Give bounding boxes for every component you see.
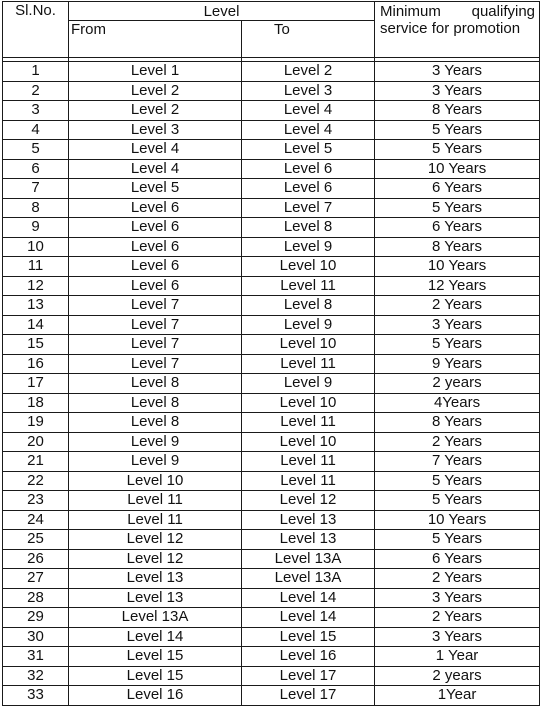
cell-from: Level 3 <box>69 120 242 140</box>
cell-sl: 7 <box>3 179 69 199</box>
cell-years: 5 Years <box>375 198 540 218</box>
cell-sl: 28 <box>3 588 69 608</box>
cell-from: Level 7 <box>69 315 242 335</box>
cell-years: 2 Years <box>375 432 540 452</box>
cell-sl: 32 <box>3 666 69 686</box>
cell-sl: 25 <box>3 530 69 550</box>
cell-years: 6 Years <box>375 549 540 569</box>
cell-to: Level 16 <box>242 647 375 667</box>
header-slno: Sl.No. <box>3 2 69 58</box>
header-min-line2: service for promotion <box>380 20 521 37</box>
cell-to: Level 17 <box>242 686 375 706</box>
header-from: From <box>69 21 242 58</box>
cell-from: Level 4 <box>69 159 242 179</box>
cell-to: Level 11 <box>242 471 375 491</box>
header-level: Level <box>69 2 375 21</box>
cell-to: Level 13A <box>242 569 375 589</box>
cell-sl: 14 <box>3 315 69 335</box>
cell-years: 8 Years <box>375 101 540 121</box>
header-qualifying-word: qualifying <box>471 3 536 20</box>
table-row <box>3 569 540 589</box>
cell-to: Level 8 <box>242 296 375 316</box>
table-row <box>3 179 540 199</box>
cell-years: 2 years <box>375 666 540 686</box>
cell-sl: 21 <box>3 452 69 472</box>
table-row <box>3 354 540 374</box>
table-row <box>3 315 540 335</box>
cell-to: Level 10 <box>242 335 375 355</box>
cell-years: 3 Years <box>375 315 540 335</box>
header-min-service <box>375 2 540 58</box>
cell-from: Level 2 <box>69 81 242 101</box>
table-row <box>3 627 540 647</box>
cell-from: Level 15 <box>69 666 242 686</box>
table-row <box>3 393 540 413</box>
table-row <box>3 101 540 121</box>
cell-years: 2 years <box>375 374 540 394</box>
cell-years: 3 Years <box>375 81 540 101</box>
cell-years: 12 Years <box>375 276 540 296</box>
cell-from: Level 6 <box>69 237 242 257</box>
table-row <box>3 159 540 179</box>
cell-years: 5 Years <box>375 530 540 550</box>
cell-sl: 3 <box>3 101 69 121</box>
cell-from: Level 15 <box>69 647 242 667</box>
cell-to: Level 17 <box>242 666 375 686</box>
table-row <box>3 686 540 706</box>
cell-years: 2 Years <box>375 569 540 589</box>
promotion-service-table <box>2 1 540 706</box>
cell-sl: 11 <box>3 257 69 277</box>
cell-from: Level 11 <box>69 491 242 511</box>
cell-to: Level 14 <box>242 588 375 608</box>
table-row <box>3 549 540 569</box>
cell-from: Level 13 <box>69 569 242 589</box>
table-row <box>3 452 540 472</box>
cell-from: Level 7 <box>69 335 242 355</box>
cell-sl: 23 <box>3 491 69 511</box>
cell-from: Level 1 <box>69 62 242 82</box>
table-body <box>3 62 540 706</box>
cell-to: Level 5 <box>242 140 375 160</box>
table-row <box>3 296 540 316</box>
cell-years: 8 Years <box>375 413 540 433</box>
cell-to: Level 8 <box>242 218 375 238</box>
cell-to: Level 10 <box>242 257 375 277</box>
cell-sl: 1 <box>3 62 69 82</box>
cell-years: 10 Years <box>375 510 540 530</box>
table-row <box>3 257 540 277</box>
table-row <box>3 120 540 140</box>
table-row <box>3 647 540 667</box>
table-row <box>3 666 540 686</box>
cell-sl: 31 <box>3 647 69 667</box>
cell-years: 7 Years <box>375 452 540 472</box>
cell-from: Level 5 <box>69 179 242 199</box>
cell-years: 5 Years <box>375 140 540 160</box>
table-row <box>3 198 540 218</box>
cell-sl: 26 <box>3 549 69 569</box>
cell-from: Level 8 <box>69 393 242 413</box>
cell-to: Level 13 <box>242 530 375 550</box>
cell-to: Level 3 <box>242 81 375 101</box>
cell-from: Level 6 <box>69 257 242 277</box>
cell-sl: 10 <box>3 237 69 257</box>
table-row <box>3 510 540 530</box>
cell-sl: 9 <box>3 218 69 238</box>
table-row <box>3 237 540 257</box>
table-row <box>3 491 540 511</box>
cell-years: 5 Years <box>375 491 540 511</box>
table-row <box>3 276 540 296</box>
cell-years: 5 Years <box>375 471 540 491</box>
cell-from: Level 4 <box>69 140 242 160</box>
cell-years: 3 Years <box>375 588 540 608</box>
cell-to: Level 11 <box>242 354 375 374</box>
cell-from: Level 8 <box>69 374 242 394</box>
cell-to: Level 12 <box>242 491 375 511</box>
cell-sl: 16 <box>3 354 69 374</box>
table-row <box>3 218 540 238</box>
cell-years: 2 Years <box>375 296 540 316</box>
cell-sl: 6 <box>3 159 69 179</box>
cell-from: Level 9 <box>69 432 242 452</box>
cell-sl: 20 <box>3 432 69 452</box>
table-row <box>3 374 540 394</box>
cell-sl: 22 <box>3 471 69 491</box>
cell-from: Level 12 <box>69 530 242 550</box>
table-row <box>3 335 540 355</box>
cell-to: Level 4 <box>242 120 375 140</box>
cell-years: 3 Years <box>375 627 540 647</box>
cell-to: Level 11 <box>242 452 375 472</box>
cell-from: Level 14 <box>69 627 242 647</box>
cell-sl: 2 <box>3 81 69 101</box>
cell-from: Level 6 <box>69 276 242 296</box>
cell-years: 6 Years <box>375 218 540 238</box>
cell-sl: 12 <box>3 276 69 296</box>
cell-to: Level 9 <box>242 315 375 335</box>
cell-sl: 30 <box>3 627 69 647</box>
table-row <box>3 608 540 628</box>
cell-to: Level 4 <box>242 101 375 121</box>
cell-to: Level 6 <box>242 179 375 199</box>
table-row <box>3 81 540 101</box>
cell-sl: 17 <box>3 374 69 394</box>
cell-years: 1Year <box>375 686 540 706</box>
cell-years: 4Years <box>375 393 540 413</box>
cell-to: Level 9 <box>242 374 375 394</box>
cell-from: Level 10 <box>69 471 242 491</box>
cell-from: Level 2 <box>69 101 242 121</box>
cell-to: Level 15 <box>242 627 375 647</box>
table-row <box>3 413 540 433</box>
cell-sl: 29 <box>3 608 69 628</box>
cell-years: 3 Years <box>375 62 540 82</box>
cell-to: Level 6 <box>242 159 375 179</box>
cell-to: Level 10 <box>242 432 375 452</box>
cell-to: Level 2 <box>242 62 375 82</box>
cell-years: 5 Years <box>375 335 540 355</box>
cell-from: Level 6 <box>69 198 242 218</box>
table-row <box>3 140 540 160</box>
header-min-word: Minimum <box>380 3 441 20</box>
cell-to: Level 7 <box>242 198 375 218</box>
cell-years: 6 Years <box>375 179 540 199</box>
cell-years: 8 Years <box>375 237 540 257</box>
cell-years: 2 Years <box>375 608 540 628</box>
table-row <box>3 530 540 550</box>
cell-from: Level 7 <box>69 296 242 316</box>
cell-years: 9 Years <box>375 354 540 374</box>
cell-to: Level 10 <box>242 393 375 413</box>
cell-from: Level 7 <box>69 354 242 374</box>
cell-sl: 4 <box>3 120 69 140</box>
cell-to: Level 11 <box>242 276 375 296</box>
cell-sl: 27 <box>3 569 69 589</box>
cell-years: 10 Years <box>375 257 540 277</box>
cell-sl: 13 <box>3 296 69 316</box>
cell-sl: 5 <box>3 140 69 160</box>
table-row <box>3 432 540 452</box>
header-to: To <box>242 21 375 58</box>
cell-from: Level 9 <box>69 452 242 472</box>
cell-to: Level 13A <box>242 549 375 569</box>
cell-sl: 8 <box>3 198 69 218</box>
cell-from: Level 16 <box>69 686 242 706</box>
cell-sl: 18 <box>3 393 69 413</box>
cell-to: Level 13 <box>242 510 375 530</box>
cell-sl: 33 <box>3 686 69 706</box>
cell-years: 1 Year <box>375 647 540 667</box>
cell-from: Level 13 <box>69 588 242 608</box>
cell-from: Level 11 <box>69 510 242 530</box>
cell-from: Level 8 <box>69 413 242 433</box>
cell-to: Level 14 <box>242 608 375 628</box>
table-row <box>3 471 540 491</box>
cell-years: 5 Years <box>375 120 540 140</box>
cell-to: Level 9 <box>242 237 375 257</box>
cell-sl: 15 <box>3 335 69 355</box>
cell-from: Level 13A <box>69 608 242 628</box>
cell-from: Level 12 <box>69 549 242 569</box>
header-row-top <box>3 2 540 21</box>
cell-sl: 24 <box>3 510 69 530</box>
cell-years: 10 Years <box>375 159 540 179</box>
cell-to: Level 11 <box>242 413 375 433</box>
cell-sl: 19 <box>3 413 69 433</box>
table-row <box>3 62 540 82</box>
cell-from: Level 6 <box>69 218 242 238</box>
table-row <box>3 588 540 608</box>
